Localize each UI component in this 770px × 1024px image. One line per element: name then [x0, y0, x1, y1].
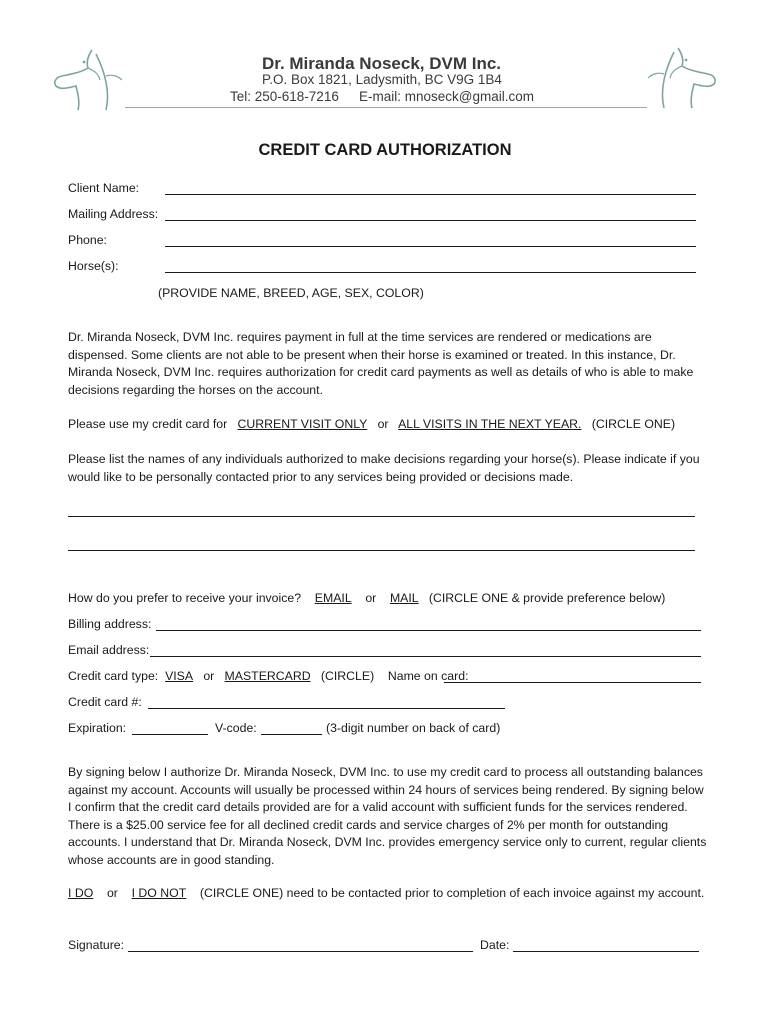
signature-field[interactable] [128, 951, 473, 952]
billing-address-label: Billing address: [68, 617, 152, 631]
contact-or: or [106, 886, 118, 900]
all-visits-option[interactable]: ALL VISITS IN THE NEXT YEAR. [398, 417, 582, 431]
mailing-address-label: Mailing Address: [68, 207, 159, 221]
current-visit-option[interactable]: CURRENT VISIT ONLY [237, 417, 368, 431]
individuals-paragraph: Please list the names of any individuals authorized to make decisions regarding your horse(s). Please indicate if you would like to be personally contacted prior to any services being provided or decisions made. [68, 452, 700, 484]
individuals-field-1[interactable] [68, 516, 695, 517]
card-number-field[interactable] [148, 708, 505, 709]
horse-logo-right-icon [646, 44, 722, 112]
horse-note: (PROVIDE NAME, BREED, AGE, SEX, COLOR) [158, 286, 424, 300]
horses-field[interactable] [165, 272, 696, 273]
invoice-email-option[interactable]: EMAIL [314, 591, 352, 605]
expiration-field[interactable] [132, 734, 208, 735]
clinic-email: E-mail: mnoseck@gmail.com [359, 89, 534, 104]
date-field[interactable] [513, 951, 699, 952]
card-usage-suffix: (CIRCLE ONE) [591, 417, 676, 431]
header-divider [125, 107, 647, 108]
card-usage-or: or [377, 417, 389, 431]
card-usage-line [68, 417, 675, 431]
name-on-card-label: Name on card: [387, 669, 469, 683]
vcode-field[interactable] [261, 734, 322, 735]
card-usage-prefix: Please use my credit card for [68, 417, 228, 431]
authorization-paragraph: By signing below I authorize Dr. Miranda Noseck, DVM Inc. to use my credit card to process all outstanding balances against my account. Accounts will usually be processed within 24 hours of services being rendered. By signing below I confirm that the credit card details provided are for a valid account with sufficient funds for the services rendered. There is a $25.00 service fee for all declined credit cards and service charges of 2% per month for outstanding accounts. I understand that Dr. Miranda Noseck, DVM Inc. provides emergency service only to current, regular clients whose accounts are in good standing. [68, 765, 707, 867]
visa-option[interactable]: VISA [165, 669, 194, 683]
card-number-label: Credit card #: [68, 695, 142, 709]
horses-label: Horse(s): [68, 259, 119, 273]
invoice-question: How do you prefer to receive your invoice? [68, 591, 302, 605]
email-address-label: Email address: [68, 643, 150, 657]
email-address-field[interactable] [150, 656, 701, 657]
card-type-or: or [203, 669, 215, 683]
client-name-field[interactable] [165, 194, 696, 195]
vcode-label: V-code: [215, 721, 257, 735]
phone-label: Phone: [68, 233, 107, 247]
clinic-name: Dr. Miranda Noseck, DVM Inc. [262, 54, 502, 73]
expiration-label: Expiration: [68, 721, 127, 735]
signature-label: Signature: [68, 938, 125, 952]
i-do-not-option[interactable]: I DO NOT [131, 886, 187, 900]
contact-suffix: (CIRCLE ONE) need to be contacted prior to completion of each invoice against my account. [199, 886, 705, 900]
individuals-field-2[interactable] [68, 550, 695, 551]
mailing-address-field[interactable] [165, 220, 696, 221]
i-do-option[interactable]: I DO [68, 886, 94, 900]
form-title: CREDIT CARD AUTHORIZATION [258, 141, 512, 159]
date-label: Date: [480, 938, 510, 952]
horse-logo-left-icon [48, 46, 124, 114]
card-type-line [68, 669, 469, 683]
invoice-line [68, 591, 665, 605]
invoice-mail-option[interactable]: MAIL [389, 591, 419, 605]
billing-address-field[interactable] [156, 630, 701, 631]
clinic-phone: Tel: 250-618-7216 [230, 89, 339, 104]
invoice-suffix: (CIRCLE ONE & provide preference below) [428, 591, 666, 605]
client-name-label: Client Name: [68, 181, 140, 195]
invoice-or: or [365, 591, 377, 605]
name-on-card-field[interactable] [444, 682, 701, 683]
vcode-note: (3-digit number on back of card) [326, 721, 501, 735]
clinic-address: P.O. Box 1821, Ladysmith, BC V9G 1B4 [262, 72, 502, 87]
intro-paragraph: Dr. Miranda Noseck, DVM Inc. requires payment in full at the time services are rendered or medications are dispensed. Some clients are not able to be present when their horse is examined or treated. In this instance, Dr. Miranda Noseck, DVM Inc. requires authorization for credit card payments as well as details of who is able to make decisions regarding the horses on the account. [68, 330, 694, 397]
phone-field[interactable] [165, 246, 696, 247]
card-type-circle: (CIRCLE) [320, 669, 375, 683]
contact-line [68, 886, 704, 900]
mastercard-option[interactable]: MASTERCARD [224, 669, 311, 683]
card-type-label: Credit card type: [68, 669, 159, 683]
